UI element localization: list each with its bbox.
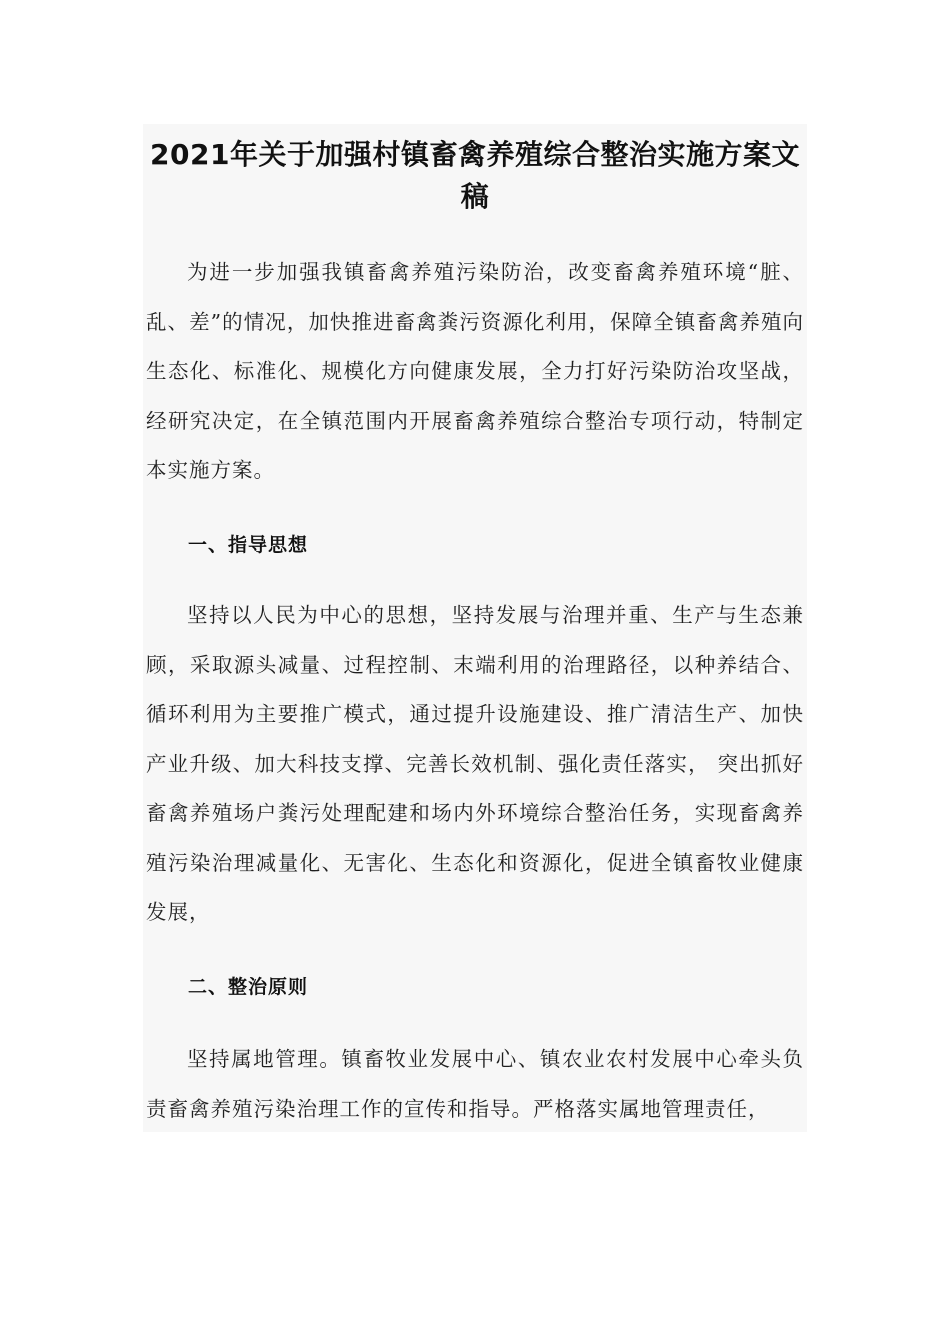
intro-paragraph: 为进一步加强我镇畜禽养殖污染防治，改变畜禽养殖环境“脏、乱、差”的情况，加快推进畜禽粪污资源化利用，保障全镇畜禽养殖向生态化、标准化、规模化方向健康发展，全力打好污染防治攻坚战，经研究决定，在全镇范围内开展畜禽养殖综合整治专项行动，特制定本实施方案。 — [146, 260, 804, 482]
section-heading-principles: 二、整治原则 — [188, 976, 309, 998]
section-body-principles: 坚持属地管理。镇畜牧业发展中心、镇农业农村发展中心牵头负责畜禽养殖污染治理工作的宣传和指导。严格落实属地管理责任， — [146, 1047, 804, 1121]
document-content — [143, 124, 807, 1132]
section-body-guiding-thought: 坚持以人民为中心的思想，坚持发展与治理并重、生产与生态兼顾，采取源头减量、过程控制、末端利用的治理路径，以种养结合、循环利用为主要推广模式，通过提升设施建设、推广清洁生产、加快产业升级、加大科技支撑、完善长效机制、强化责任落实， 突出抓好畜禽养殖场户粪污处理配建和场内外环境综合整治任务，实现畜禽养殖污染治理减量化、无害化、生态化和资源化，促进全镇畜牧业健康发展， — [146, 603, 804, 924]
section-heading-guiding-thought: 一、指导思想 — [188, 534, 309, 556]
document-title: 2021年关于加强村镇畜禽养殖综合整治实施方案文稿 — [150, 138, 800, 213]
